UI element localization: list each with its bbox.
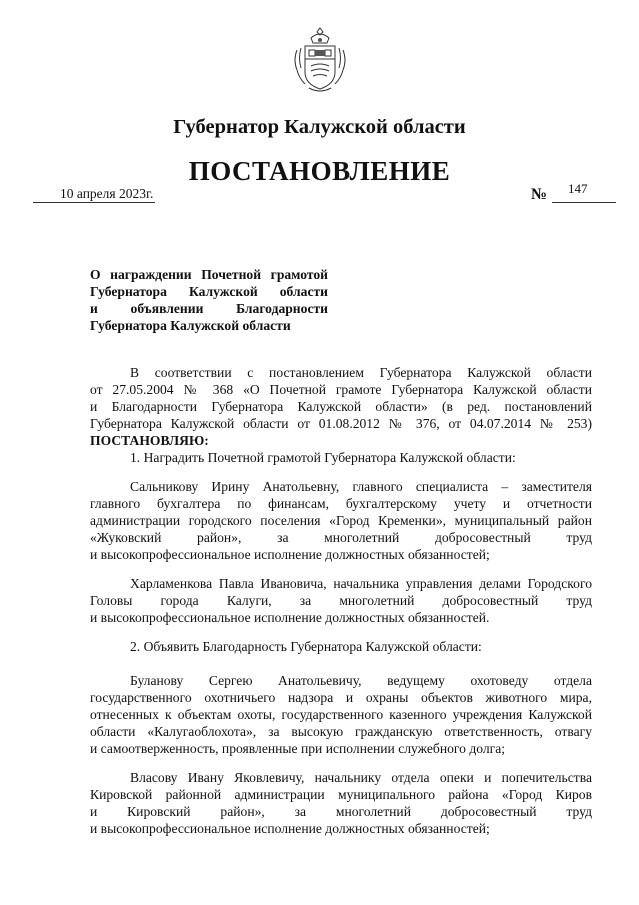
document-type: ПОСТАНОВЛЕНИЕ [188,156,451,186]
preamble-line: от 27.05.2004 № 368 «О Почетной грамоте Губернатора Калужской области [90,382,592,397]
award-line: «Жуковский район», за многолетний добросовестный труд [90,530,592,545]
preamble-line: и Благодарности Губернатора Калужской области» (в ред. постановлений [90,399,592,414]
award-line: Сальникову Ирину Анатольевну, главного специалиста – заместителя [130,479,592,494]
gratitude-line: области «Калугаоблохота», за высокую гражданскую ответственность, отвагу [90,724,592,739]
award-paragraph-1 [90,478,592,563]
award-line: администрации городского поселения «Город Кременки», муниципальный район [90,513,592,528]
award-line: Головы города Калуги, за многолетний добросовестный труд [90,593,592,608]
item-2-block [90,638,592,655]
subject-line: Губернатора Калужской области [90,318,291,333]
item-1-heading: 1. Наградить Почетной грамотой Губернатора Калужской области: [130,450,516,465]
preamble-paragraph [90,364,592,466]
preamble-line: В соответствии с постановлением Губернатора Калужской области [130,365,592,380]
kaluga-coat-of-arms-icon [291,26,349,96]
gratitude-line: Буланову Сергею Анатольевичу, ведущему охотоведу отдела [130,673,592,688]
subject-line: и объявлении Благодарности [90,301,328,316]
gratitude-line: отнесенных к объектам охоты, государственного казенного учреждения Калужской [90,707,592,722]
item-2-heading: 2. Объявить Благодарность Губернатора Калужской области: [130,639,482,654]
gratitude-line: Кировской районной администрации муниципального района «Город Киров [90,787,592,802]
gratitude-paragraph-2 [90,769,592,837]
award-line: и высокопрофессиональное исполнение должностных обязанностей. [90,610,490,625]
gratitude-line: и Кировский район», за многолетний добросовестный труд [90,804,592,819]
award-line: Харламенкова Павла Ивановича, начальника управления делами Городского [130,576,592,591]
gratitude-line: Власову Ивану Яковлевичу, начальнику отдела опеки и попечительства [130,770,592,785]
resolve-word: ПОСТАНОВЛЯЮ: [90,433,209,448]
award-paragraph-2 [90,575,592,626]
subject-block [90,266,328,334]
gratitude-paragraph-1 [90,672,592,757]
number-sign: № [531,186,548,203]
gratitude-line: и высокопрофессиональное исполнение должностных обязанностей; [90,821,490,836]
subject-line: О награждении Почетной грамотой [90,267,328,282]
award-line: главного бухгалтера по финансам, бухгалтерскому учету и отчетности [90,496,592,511]
gratitude-line: государственного охотничьего надзора и охраны объектов животного мира, [90,690,592,705]
subject-line: Губернатора Калужской области [90,284,328,299]
award-line: и высокопрофессиональное исполнение должностных обязанностей; [90,547,490,562]
preamble-line: Губернатора Калужской области от 01.08.2012 № 376, от 04.07.2014 № 253) [90,416,592,431]
gratitude-line: и самоотверженность, проявленные при исполнении служебного долга; [90,741,506,756]
document-number: 147 [568,181,588,196]
governor-title: Губернатор Калужской области [173,116,466,138]
document-date: 10 апреля 2023 [60,186,146,201]
date-suffix: г. [146,186,154,201]
